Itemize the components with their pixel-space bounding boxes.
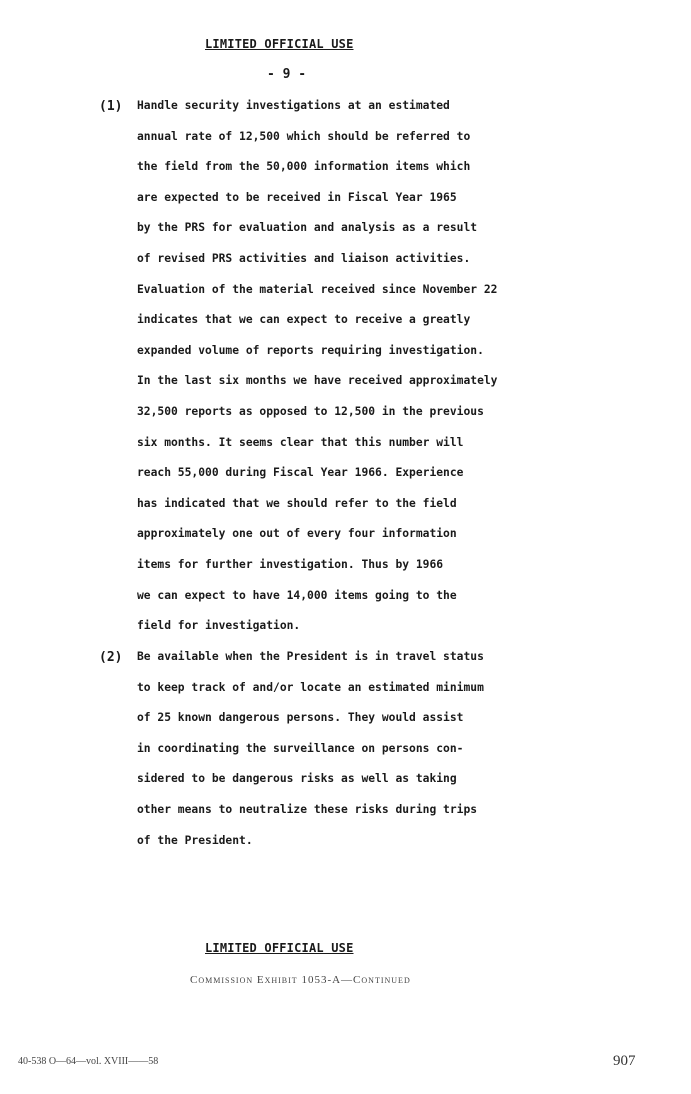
- text-line: we can expect to have 14,000 items going to the: [137, 588, 457, 602]
- item-label: (2): [99, 650, 123, 665]
- text-line: of the President.: [137, 833, 253, 847]
- text-line: indicates that we can expect to receive a greatly: [137, 313, 471, 327]
- text-line: in coordinating the surveillance on persons con-: [137, 741, 464, 755]
- exhibit-caption: Commission Exhibit 1053-A—Continued: [190, 974, 411, 986]
- text-line: 32,500 reports as opposed to 12,500 in the previous: [137, 405, 484, 418]
- text-line: to keep track of and/or locate an estimated minimum: [137, 680, 484, 694]
- text-line: expanded volume of reports requiring investigation.: [137, 343, 484, 357]
- text-line: Be available when the President is in travel status: [137, 650, 484, 663]
- text-line: annual rate of 12,500 which should be referred to: [137, 129, 471, 143]
- text-line: of 25 known dangerous persons. They would assist: [137, 711, 464, 725]
- text-line: Handle security investigations at an estimated: [137, 99, 450, 112]
- text-line: six months. It seems clear that this number will: [137, 435, 464, 449]
- text-line: In the last six months we have received approximately: [137, 374, 498, 388]
- text-line: of revised PRS activities and liaison activities.: [137, 252, 471, 265]
- text-line: by the PRS for evaluation and analysis as a result: [137, 221, 478, 235]
- classification-footer: LIMITED OFFICIAL USE: [205, 941, 354, 955]
- print-code: 40-538 O—64—vol. XVIII——58: [18, 1056, 159, 1067]
- item-label: (1): [99, 99, 123, 114]
- text-line: sidered to be dangerous risks as well as taking: [137, 772, 457, 786]
- text-line: are expected to be received in Fiscal Year 1965: [137, 190, 457, 204]
- classification-header: LIMITED OFFICIAL USE: [205, 37, 354, 51]
- text-line: Evaluation of the material received since November 22: [137, 282, 498, 296]
- text-line: items for further investigation. Thus by 1966: [137, 558, 444, 571]
- page-number: - 9 -: [267, 67, 307, 82]
- text-line: has indicated that we should refer to the field: [137, 496, 457, 510]
- text-line: field for investigation.: [137, 619, 301, 633]
- text-line: other means to neutralize these risks during trips: [137, 803, 478, 816]
- text-line: approximately one out of every four information: [137, 527, 457, 541]
- volume-page-number: 907: [613, 1053, 636, 1069]
- text-line: the field from the 50,000 information items which: [137, 160, 471, 174]
- text-line: reach 55,000 during Fiscal Year 1966. Experience: [137, 466, 464, 480]
